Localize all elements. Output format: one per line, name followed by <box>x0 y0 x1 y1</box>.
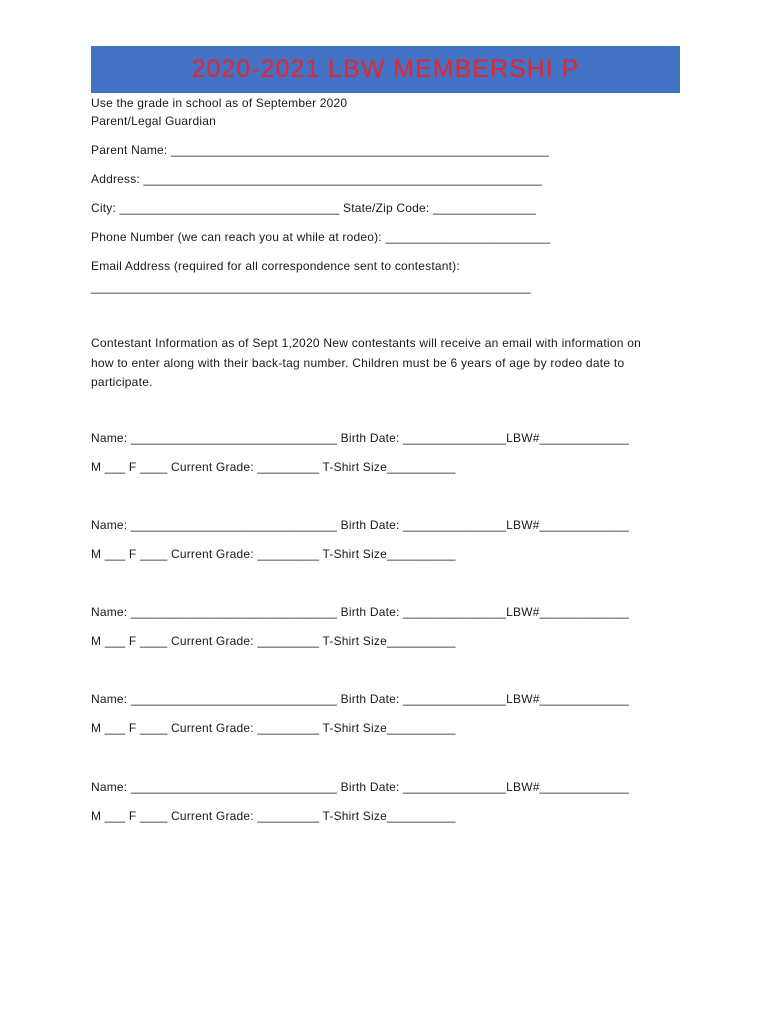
address-field[interactable]: Address: __________________________________________________________ <box>91 172 543 186</box>
contestant-1-name-line[interactable]: Name: ______________________________ Birth Date: _______________LBW#_____________ <box>91 431 629 445</box>
contestant-3-name-line[interactable]: Name: ______________________________ Birth Date: _______________LBW#_____________ <box>91 605 629 619</box>
contestant-2-detail-line[interactable]: M ___ F ____ Current Grade: _________ T-Shirt Size__________ <box>91 547 456 561</box>
city-state-zip-field[interactable]: City: ________________________________ State/Zip Code: _______________ <box>91 201 537 215</box>
contestant-4-detail-line[interactable]: M ___ F ____ Current Grade: _________ T-Shirt Size__________ <box>91 721 456 735</box>
contestant-5-detail-line[interactable]: M ___ F ____ Current Grade: _________ T-Shirt Size__________ <box>91 809 456 823</box>
page-title: 2020-2021 LBW MEMBERSHI P <box>191 55 580 83</box>
email-field[interactable]: ________________________________________________________________ <box>91 280 531 294</box>
contestant-4-name-line[interactable]: Name: ______________________________ Birth Date: _______________LBW#_____________ <box>91 692 629 706</box>
phone-field[interactable]: Phone Number (we can reach you at while at rodeo): ________________________ <box>91 230 551 244</box>
title-banner <box>91 46 680 93</box>
contestant-info-text: Contestant Information as of Sept 1,2020 New contestants will receive an email with information on how to enter along with their back-tag number. Children must be 6 years of age by rodeo date to participate. <box>91 336 642 389</box>
guardian-heading: Parent/Legal Guardian <box>91 114 216 128</box>
contestant-2-name-line[interactable]: Name: ______________________________ Birth Date: _______________LBW#_____________ <box>91 518 629 532</box>
contestant-3-detail-line[interactable]: M ___ F ____ Current Grade: _________ T-Shirt Size__________ <box>91 634 456 648</box>
grade-note: Use the grade in school as of September 2020 <box>91 96 348 110</box>
parent-name-field[interactable]: Parent Name: _______________________________________________________ <box>91 143 550 157</box>
email-label: Email Address (required for all correspondence sent to contestant): <box>91 259 460 273</box>
contestant-5-name-line[interactable]: Name: ______________________________ Birth Date: _______________LBW#_____________ <box>91 780 629 794</box>
contestant-1-detail-line[interactable]: M ___ F ____ Current Grade: _________ T-Shirt Size__________ <box>91 460 456 474</box>
